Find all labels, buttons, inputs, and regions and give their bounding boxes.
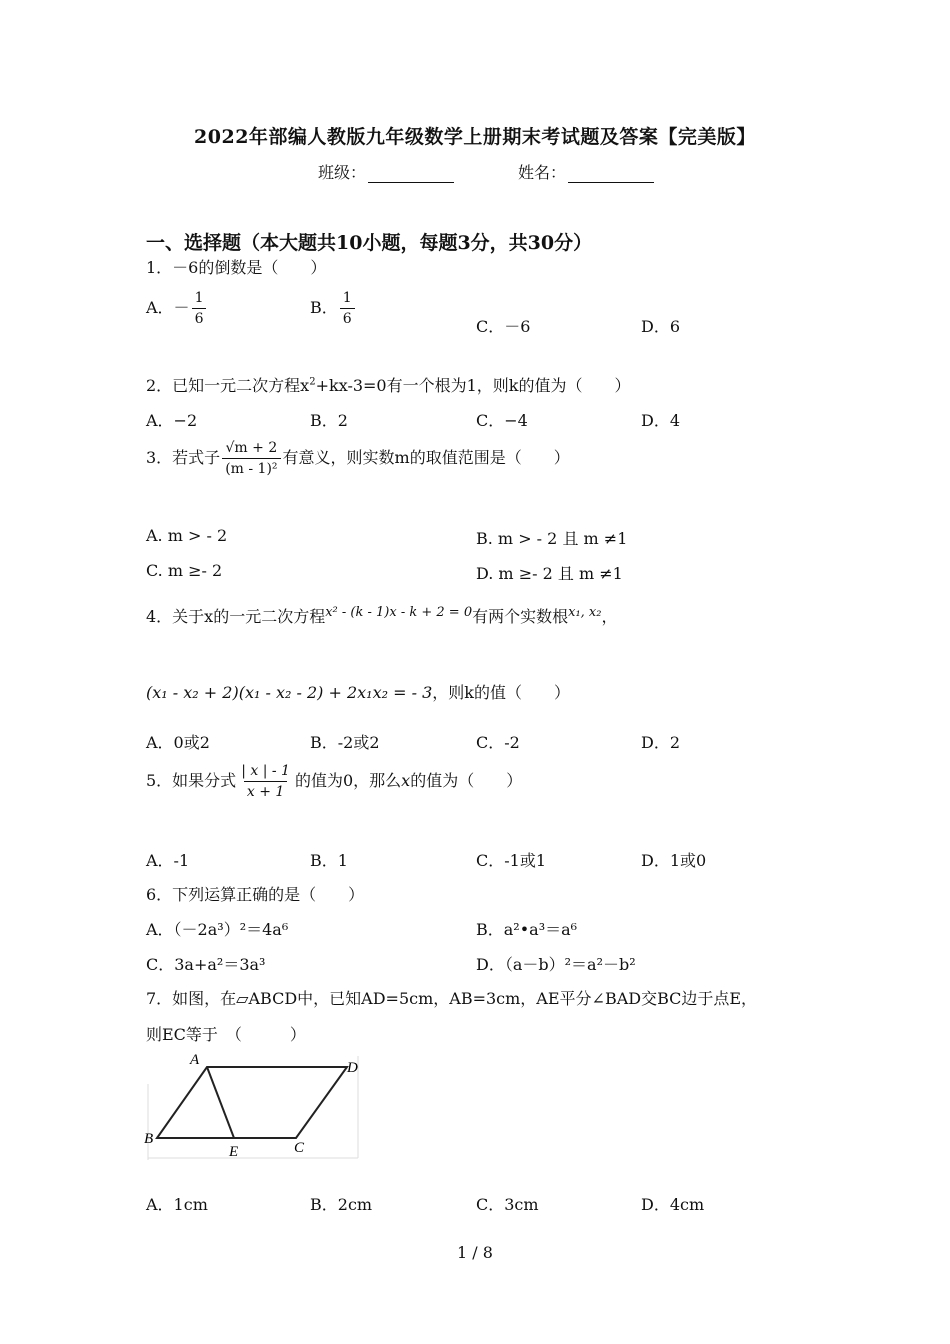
stem-text: 5．如果分式 [146,771,237,791]
question-4-stem [146,604,617,627]
label-c: C [294,1140,305,1156]
q2-option-a: A．−2 [146,411,198,430]
q4-option-c: C．-2 [476,733,520,752]
q2-option-b: B．2 [310,411,348,430]
stem-text: 有两个实数根 [472,607,569,626]
q1-option-c: C．－6 [476,317,531,336]
stem-text: 的值为（ ） [410,771,523,791]
q6-option-c: C．3a+a²＝3a³ [146,955,266,974]
superscript: 2 [309,376,316,388]
radical-fraction [222,440,280,477]
stem-text: ，则k的值（ ） [432,683,570,702]
class-field [318,160,454,183]
stem-text: ， [601,607,618,626]
label-d: D [347,1060,358,1076]
question-5-stem [146,763,522,800]
q6-option-d: D．（a－b）²＝a²－b² [476,955,636,974]
class-blank[interactable] [368,166,454,183]
question-2-stem [146,373,631,396]
q5-option-c: C．-1或1 [476,851,547,870]
q1-option-d: D．6 [641,317,681,336]
q1-option-a [146,290,208,327]
q4-option-a: A．0或2 [146,733,210,752]
q7-option-b: B．2cm [310,1195,373,1214]
q2-option-d: D．4 [641,411,681,430]
variable: x [401,771,411,791]
stem-text: 2．已知一元二次方程x [146,376,310,395]
class-label: 班级： [318,163,367,182]
fraction-numerator: √m + 2 [225,440,278,456]
q6-option-a: A．（－2a³）²＝4a⁶ [146,920,289,939]
q7-option-a: A．1cm [146,1195,208,1214]
stem-text: 有意义，则实数m的取值范围是（ ） [282,448,570,468]
stem-text: 4．关于x的一元二次方程 [146,607,326,626]
label-b: B [144,1131,154,1147]
question-4-condition [146,680,570,703]
name-blank[interactable] [568,166,654,183]
q4-option-d: D．2 [641,733,681,752]
q5-option-b: B．1 [310,851,348,870]
question-1-stem: 1．－6的倒数是（ ） [146,258,327,277]
question-6-stem: 6．下列运算正确的是（ ） [146,885,365,904]
q5-option-a: A．-1 [146,851,190,870]
fraction-numerator: | x | - 1 [241,763,290,779]
roots: x₁, x₂ [568,605,602,620]
option-label: A．－ [146,298,190,318]
q4-option-b: B．-2或2 [310,733,380,752]
name-label: 姓名： [518,163,567,182]
q6-option-b: B．a²•a³＝a⁶ [476,920,578,939]
label-e: E [229,1144,239,1160]
q7-option-d: D．4cm [641,1195,705,1214]
fraction-denominator: x + 1 [244,781,287,800]
fraction-denominator: (m - 1)² [222,458,280,477]
figure-background [144,1052,360,1160]
condition-expression: (x₁ - x₂ + 2)(x₁ - x₂ - 2) + 2x₁x₂ = - 3 [146,683,433,702]
q3-option-a: A. m > - 2 [146,526,228,545]
label-a: A [190,1052,200,1068]
q1-option-b [310,290,357,327]
stem-text: +kx-3=0有一个根为1，则k的值为（ ） [315,376,631,395]
parallelogram-figure [144,1052,360,1160]
fraction-denominator: 6 [340,308,355,327]
page-number: 1 / 8 [457,1243,493,1262]
q3-option-c: C. m ≥- 2 [146,561,223,580]
stem-text: 3．若式子 [146,448,221,468]
equation: x² - (k - 1)x - k + 2 = 0 [325,605,473,620]
page-title: 2022年部编人教版九年级数学上册期末考试题及答案【完美版】 [194,126,756,148]
fraction [192,290,207,327]
question-7-stem-line2: 则EC等于 （ ） [146,1025,306,1044]
option-label: B． [310,298,338,318]
stem-text: 的值为0，那么 [294,771,402,791]
fraction [238,763,293,800]
q3-option-d: D. m ≥- 2 且 m ≠1 [476,564,623,583]
q7-option-c: C．3cm [476,1195,539,1214]
question-3-stem [146,440,570,477]
q3-option-b: B. m > - 2 且 m ≠1 [476,529,628,548]
q2-option-c: C．−4 [476,411,528,430]
question-7-stem-line1: 7．如图，在▱ABCD中，已知AD=5cm，AB=3cm，AE平分∠BAD交BC边于点E， [146,989,758,1008]
fraction [340,290,355,327]
fraction-numerator: 1 [342,290,352,306]
name-field [518,160,654,183]
section-heading: 一、选择题（本大题共10小题，每题3分，共30分） [146,232,593,254]
fraction-numerator: 1 [194,290,204,306]
fraction-denominator: 6 [192,308,207,327]
q5-option-d: D．1或0 [641,851,707,870]
